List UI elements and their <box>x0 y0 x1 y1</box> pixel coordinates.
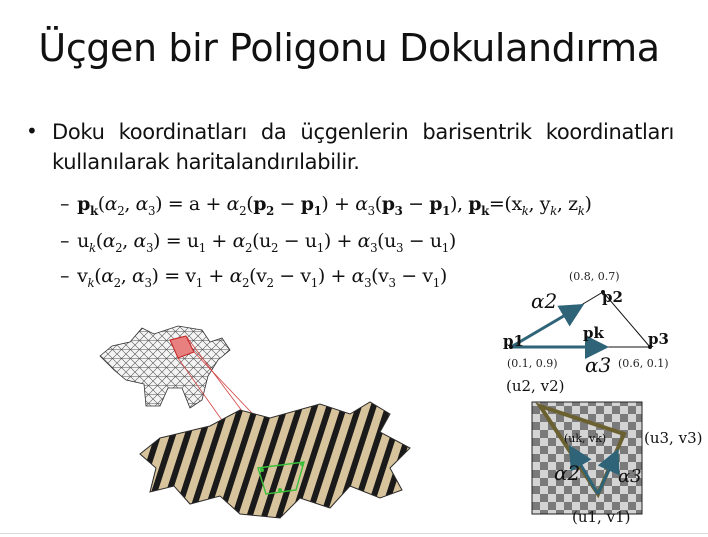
bullet-marker: • <box>26 119 38 143</box>
rhino-mesh <box>100 326 230 408</box>
formula-u: – $u_k(\alpha_2$, $\alpha_3) = u_1 + \alpha_2(u_2 - u_1) + \alpha_3(u_3 - u_1)$ <box>60 230 456 255</box>
dash-marker: – <box>60 193 70 215</box>
label-ukvk: (uk, vk) <box>564 432 607 445</box>
slide-bottom-divider <box>0 533 708 534</box>
barycentric-triangle-diagram <box>495 262 705 377</box>
coord-p3: (0.6, 0.1) <box>618 357 669 370</box>
zebra-skin <box>140 402 410 518</box>
label-u2v2: (u2, v2) <box>506 377 565 395</box>
dash-marker: – <box>60 230 70 252</box>
formula-position: – $p_k(\alpha_2$, $\alpha_3) = a + \alpha_2(p_2 - p_1) + \alpha_3(p_3 - p_1)$, $p_k=(x_k$, $y_k$, $z_k$) <box>60 193 592 218</box>
label-p3: p3 <box>648 330 669 348</box>
label-texture-alpha2: α2 <box>554 461 581 485</box>
label-alpha3: α3 <box>585 353 612 377</box>
label-u1v1: (u1, v1) <box>572 508 631 526</box>
label-p1: p1 <box>503 332 524 350</box>
slide-title: Üçgen bir Poligonu Dokulandırma <box>38 26 660 70</box>
bullet-text: Doku koordinatları da üçgenlerin barisentrik koordinatları kullanılarak haritalandırılabilir. <box>52 120 674 174</box>
coord-p1: (0.1, 0.9) <box>507 357 558 370</box>
label-alpha2: α2 <box>531 289 558 313</box>
formula-v: – $v_k(\alpha_2$, $\alpha_3) = v_1 + \alpha_2(v_2 - v_1) + \alpha_3(v_3 - v_1)$ <box>60 265 447 290</box>
texture-space-diagram <box>500 374 708 530</box>
dash-marker: – <box>60 265 70 287</box>
label-texture-alpha3: α3 <box>618 466 642 487</box>
label-p2: p2 <box>602 288 623 306</box>
label-u3v3: (u3, v3) <box>644 429 703 447</box>
coord-p2: (0.8, 0.7) <box>569 270 620 283</box>
label-pk: pk <box>583 324 604 342</box>
mesh-texture-illustration <box>90 318 470 533</box>
